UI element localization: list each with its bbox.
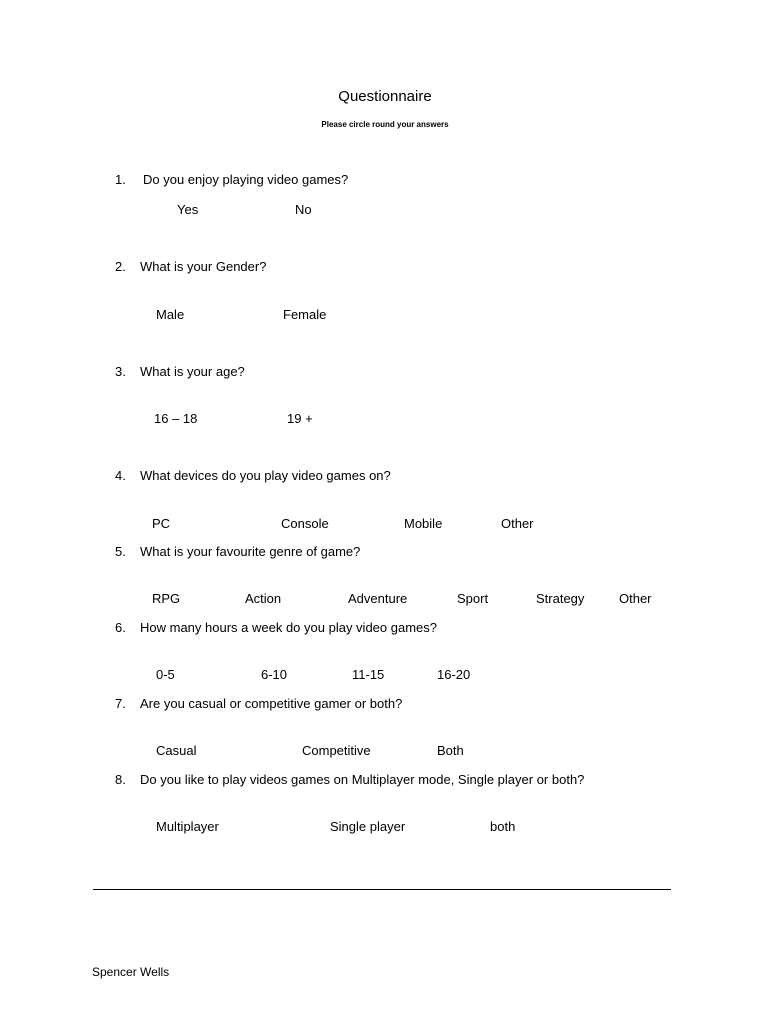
question-text: What is your Gender? — [140, 259, 267, 274]
option-sport[interactable]: Sport — [457, 591, 489, 606]
option-casual[interactable]: Casual — [156, 743, 197, 758]
option-hours-0-5[interactable]: 0-5 — [156, 667, 175, 682]
question-text: Do you like to play videos games on Multiplayer mode, Single player or both? — [140, 772, 585, 787]
question-3 — [115, 364, 245, 379]
option-multiplayer[interactable]: Multiplayer — [156, 819, 219, 834]
question-7 — [115, 696, 402, 711]
option-yes[interactable]: Yes — [177, 202, 199, 217]
option-female[interactable]: Female — [283, 307, 327, 322]
question-1 — [115, 172, 348, 187]
option-pc[interactable]: PC — [152, 516, 171, 531]
option-action[interactable]: Action — [245, 591, 282, 606]
option-strategy[interactable]: Strategy — [536, 591, 585, 606]
option-no[interactable]: No — [295, 202, 312, 217]
question-text: Are you casual or competitive gamer or both? — [140, 696, 403, 711]
option-both-gamer[interactable]: Both — [437, 743, 464, 758]
option-age-16-18[interactable]: 16 – 18 — [154, 411, 198, 426]
question-number: 3. — [115, 364, 126, 379]
option-age-19-plus[interactable]: 19 + — [287, 411, 313, 426]
question-number: 8. — [115, 772, 126, 787]
page-title: Questionnaire — [338, 88, 432, 105]
option-mobile[interactable]: Mobile — [404, 516, 443, 531]
question-text: How many hours a week do you play video games? — [140, 620, 437, 635]
option-male[interactable]: Male — [156, 307, 185, 322]
option-adventure[interactable]: Adventure — [348, 591, 408, 606]
option-rpg[interactable]: RPG — [152, 591, 181, 606]
question-2 — [115, 259, 266, 274]
question-text: What is your favourite genre of game? — [140, 544, 361, 559]
question-4 — [115, 468, 391, 483]
option-hours-11-15[interactable]: 11-15 — [352, 667, 385, 682]
author-name: Spencer Wells — [92, 965, 170, 979]
option-hours-16-20[interactable]: 16-20 — [437, 667, 471, 682]
option-competitive[interactable]: Competitive — [302, 743, 371, 758]
option-hours-6-10[interactable]: 6-10 — [261, 667, 288, 682]
question-number: 2. — [115, 259, 126, 274]
page-subtitle: Please circle round your answers — [321, 120, 449, 129]
option-other-device[interactable]: Other — [501, 516, 534, 531]
option-other-genre[interactable]: Other — [619, 591, 652, 606]
question-5 — [115, 544, 360, 559]
question-text: Do you enjoy playing video games? — [143, 172, 349, 187]
question-8 — [115, 772, 584, 787]
option-single-player[interactable]: Single player — [330, 819, 406, 834]
question-text: What is your age? — [140, 364, 245, 379]
option-both-mode[interactable]: both — [490, 819, 516, 834]
question-text: What devices do you play video games on? — [140, 468, 391, 483]
question-6 — [115, 620, 437, 635]
question-number: 6. — [115, 620, 126, 635]
question-number: 4. — [115, 468, 126, 483]
question-number: 1. — [115, 172, 126, 187]
question-number: 5. — [115, 544, 126, 559]
question-number: 7. — [115, 696, 126, 711]
divider-line — [93, 889, 671, 890]
option-console[interactable]: Console — [281, 516, 329, 531]
